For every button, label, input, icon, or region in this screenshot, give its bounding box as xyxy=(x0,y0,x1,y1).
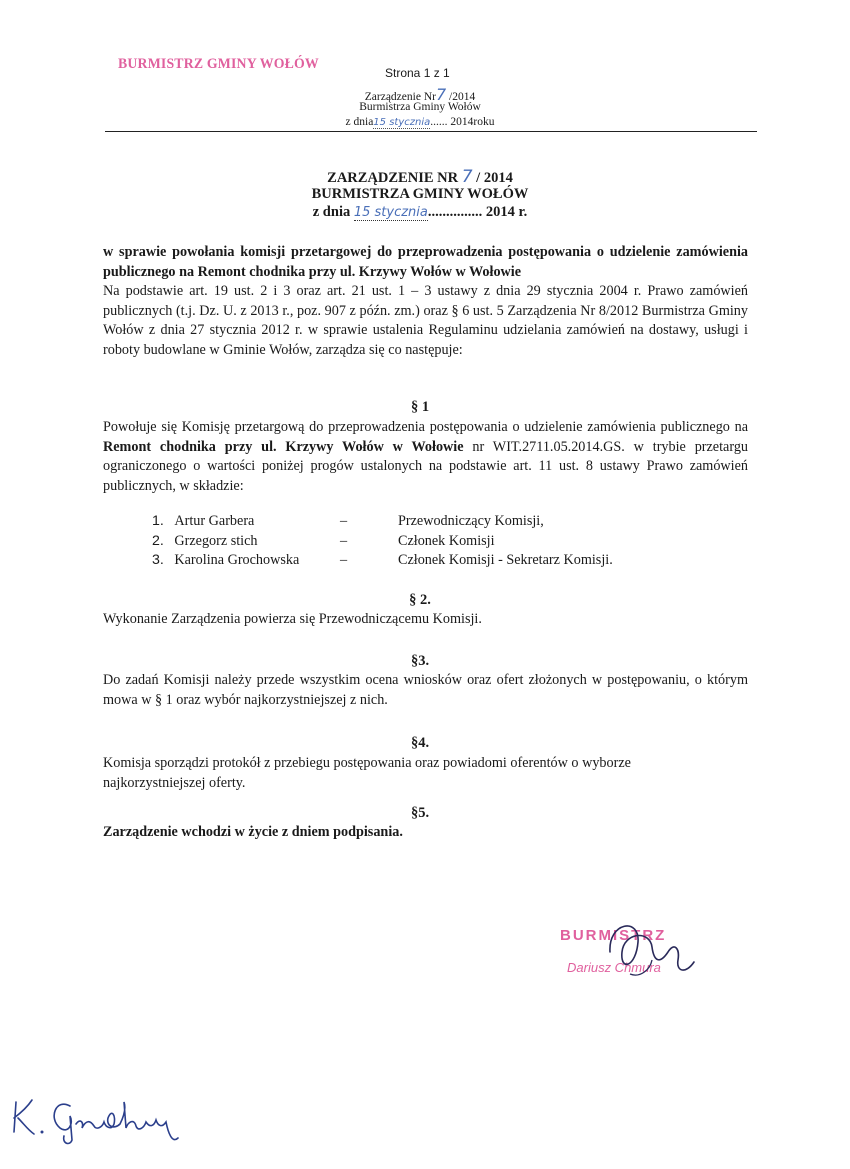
document-title: ZARZĄDZENIE NR 7 / 2014 xyxy=(327,167,513,187)
member-role: Członek Komisji - Sekretarz Komisji. xyxy=(398,552,613,568)
issuer-stamp: BURMISTRZ GMINY WOŁÓW xyxy=(118,56,319,72)
header-divider xyxy=(105,131,757,132)
mayor-name: Dariusz Chmura xyxy=(567,960,661,975)
section-3-heading: §3. xyxy=(410,653,430,669)
member-dash: – xyxy=(340,552,348,568)
reference-issuer: Burmistrza Gminy Wołów xyxy=(359,101,481,113)
mayor-signature-icon xyxy=(590,912,700,984)
section-4-heading: §4. xyxy=(410,735,430,751)
document-date: z dnia 15 stycznia............... 2014 r. xyxy=(312,204,528,220)
committee-member: 1. Artur Garbera xyxy=(152,513,255,529)
member-role: Przewodniczący Komisji, xyxy=(398,513,544,529)
committee-member: 3. Karolina Grochowska xyxy=(152,552,300,568)
section-2-text: Wykonanie Zarządzenia powierza się Przewodniczącemu Komisji. xyxy=(103,611,482,627)
section-5-heading: §5. xyxy=(410,805,430,821)
section-1-heading: § 1 xyxy=(410,399,430,415)
legal-basis-paragraph: Na podstawie art. 19 ust. 2 i 3 oraz art. 21 ust. 1 – 3 ustawy z dnia 29 stycznia 2004 r. Prawo zamówień publicznych (t.j. Dz. U. z 2013 r., poz. 907 z późn. zm.) oraz § 6 ust. 5 Zarządzenia Nr 8/2012 Burmistrza Gminy Wołów z dnia 27 stycznia 2012 r. w sprawie ustalenia Regulaminu udzielania zamówień na dostawy, usługi i roboty budowlane w Gminie Wołów, zarządza się co następuje: xyxy=(103,283,748,358)
subject-paragraph: w sprawie powołania komisji przetargowej do przeprowadzenia postępowania o udzielenie zamówienia publicznego na Remont chodnika przy ul. Krzywy Wołów w Wołowie xyxy=(103,244,748,280)
handwritten-initials-icon xyxy=(8,1088,198,1148)
member-dash: – xyxy=(340,513,348,529)
member-role: Członek Komisji xyxy=(398,533,495,549)
section-4-text: Komisja sporządzi protokół z przebiegu postępowania oraz powiadomi oferentów o wyborze najkorzystniejszej oferty. xyxy=(103,755,631,791)
member-dash: – xyxy=(340,533,348,549)
document-issuer: BURMISTRZA GMINY WOŁÓW xyxy=(311,186,529,202)
section-5-text: Zarządzenie wchodzi w życie z dniem podpisania. xyxy=(103,824,403,840)
reference-number: Zarządzenie Nr7 /2014 xyxy=(364,85,476,104)
mayor-stamp: BURMISTRZ xyxy=(560,927,667,944)
section-1-text: Powołuje się Komisję przetargową do przeprowadzenia postępowania o udzielenie zamówienia publicznego na Remont chodnika przy ul. Krzywy Wołów w Wołowie nr WIT.2711.05.2014.GS. w trybie przetargu ograniczonego o wartości poniżej progów ustalonych na podstawie art. 11 ust. 8 ustawy Prawo zamówień publicznych, w składzie: xyxy=(103,419,749,494)
committee-member: 2. Grzegorz stich xyxy=(152,533,258,549)
section-3-text: Do zadań Komisji należy przede wszystkim ocena wniosków oraz ofert złożonych w postępowaniu, o którym mowa w § 1 oraz wybór najkorzystniejszej z nich. xyxy=(103,672,748,708)
section-2-heading: § 2. xyxy=(409,592,431,608)
reference-date: z dnia15 stycznia...... 2014roku xyxy=(345,116,495,128)
page-number: Strona 1 z 1 xyxy=(385,66,450,80)
